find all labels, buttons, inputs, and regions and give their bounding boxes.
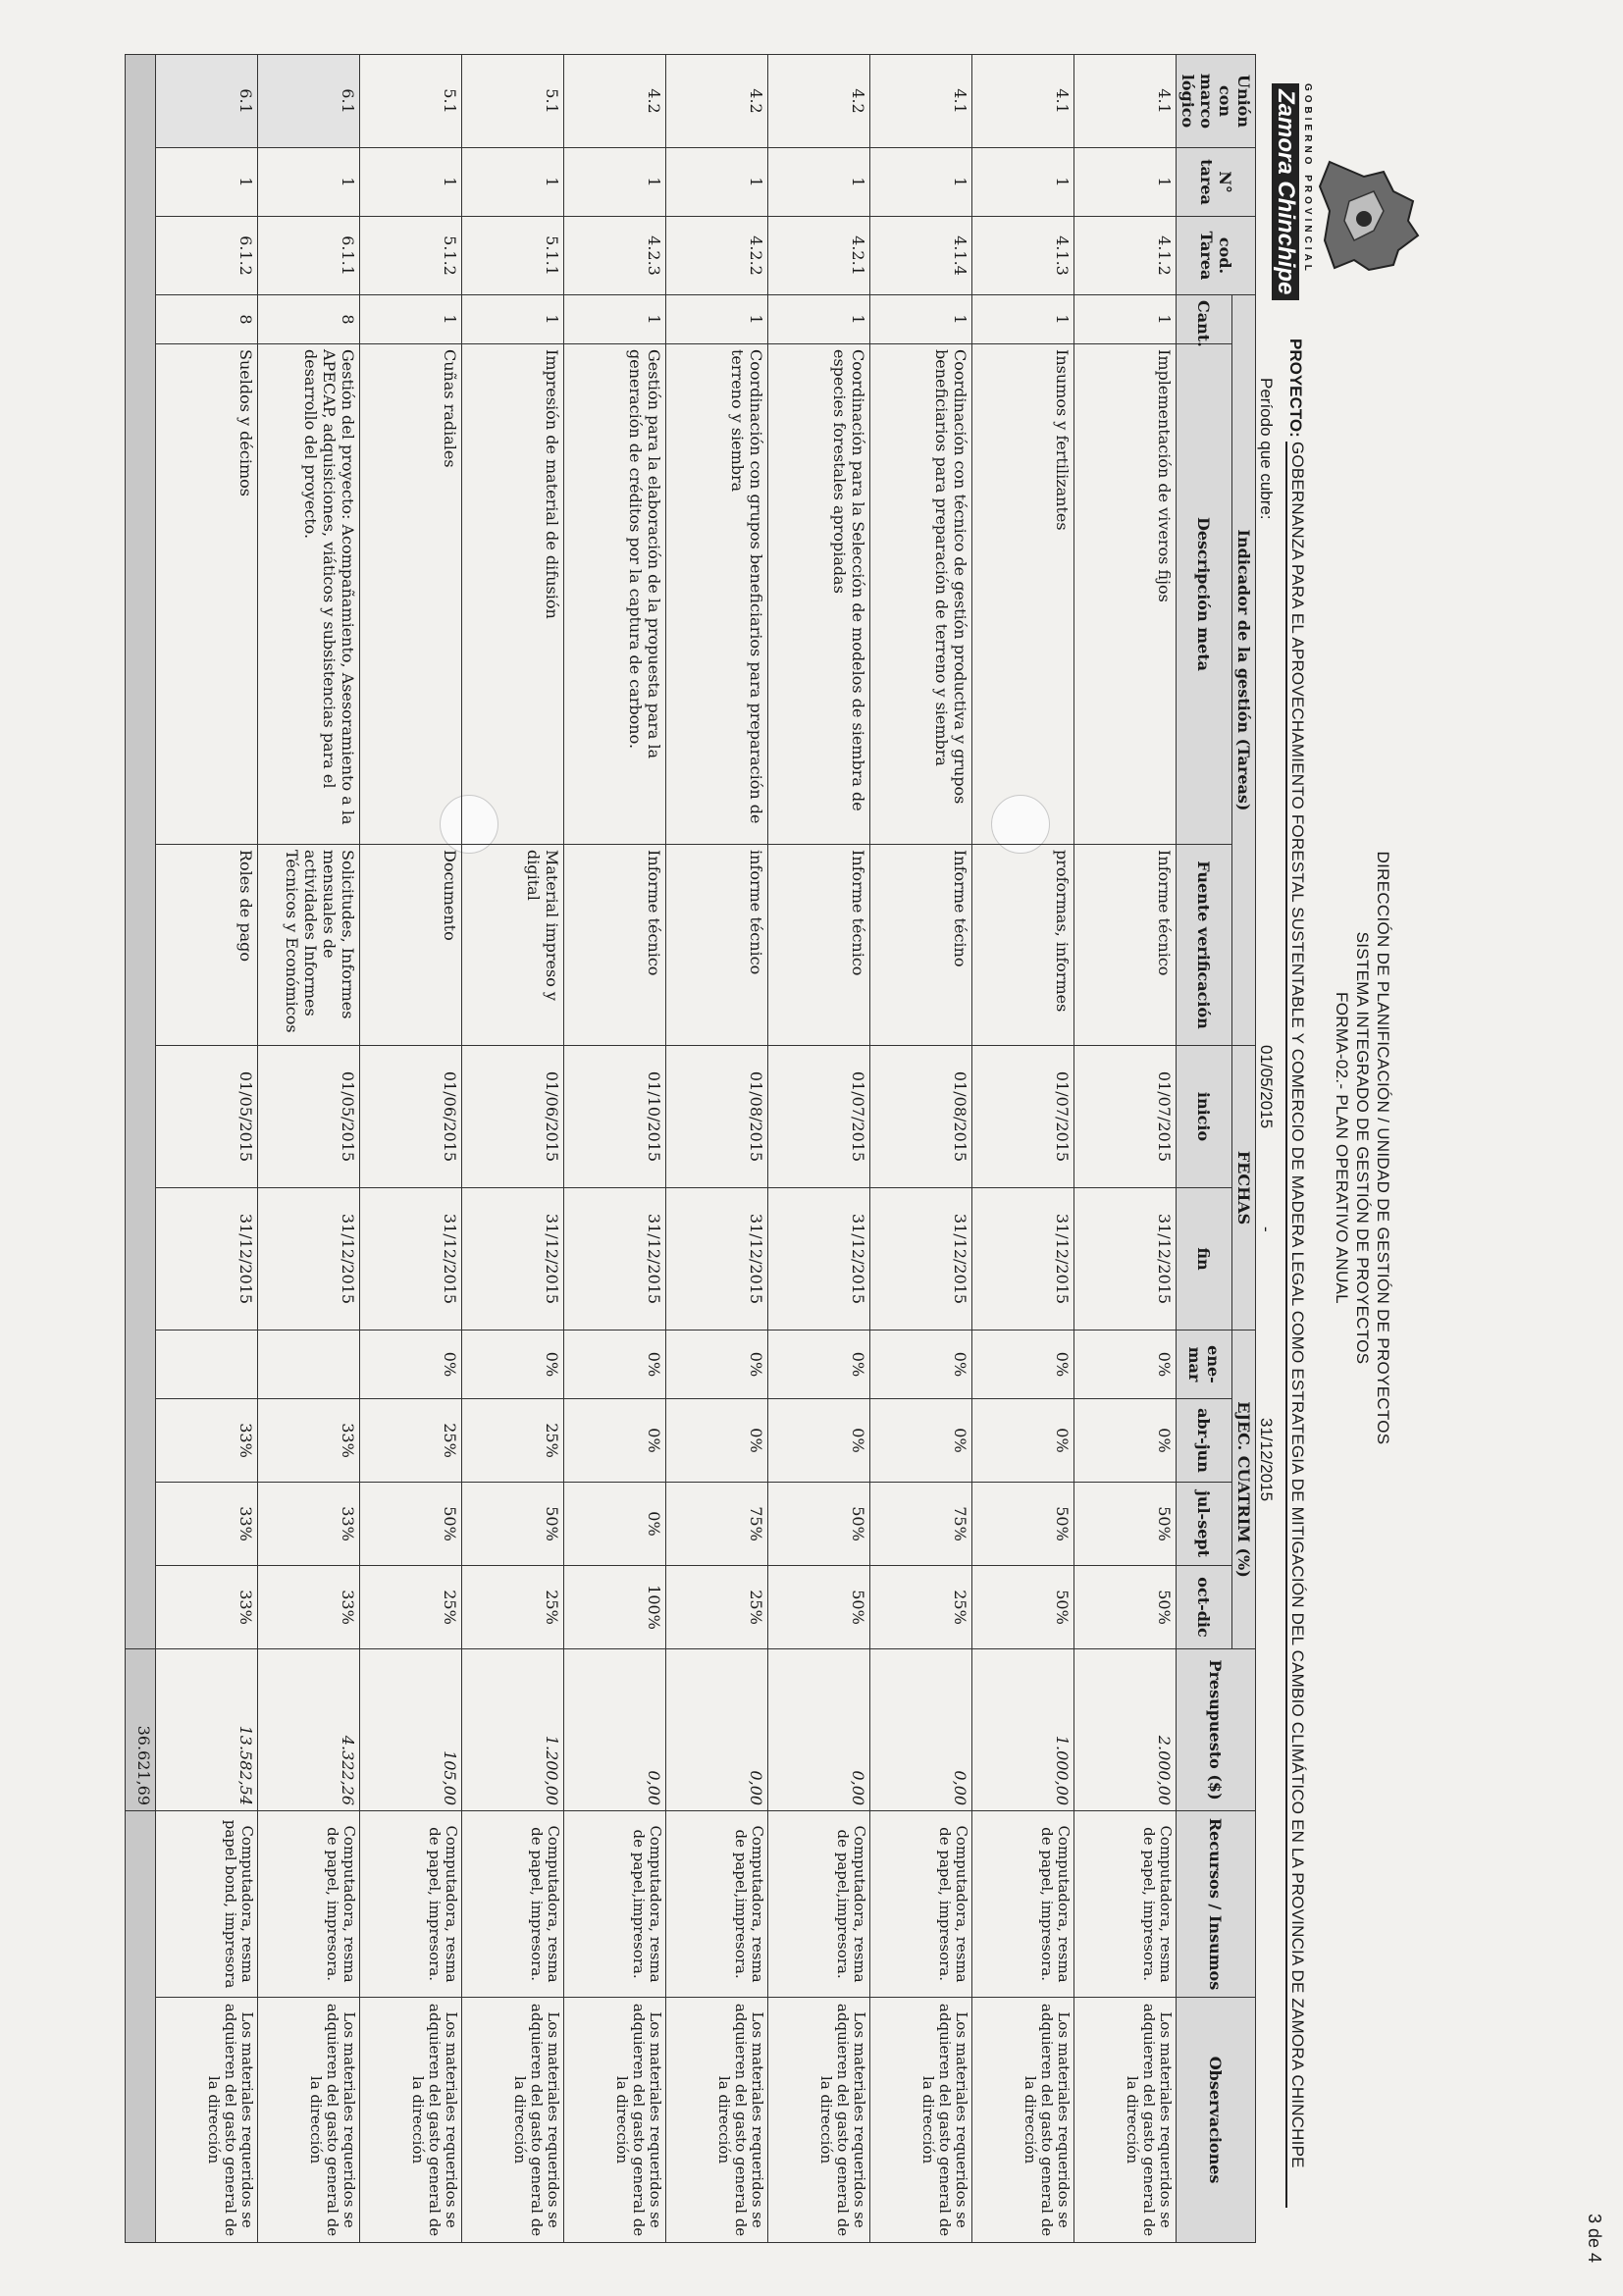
table-row [462,55,564,2243]
cell-cod: 4.2.3 [564,217,666,295]
cell-desc: Insumos y fertilizantes [972,344,1074,845]
cell-q4: 50% [768,1566,870,1649]
cell-cant: 1 [768,295,870,344]
cell-cant: 1 [666,295,768,344]
cell-q2: 33% [156,1399,258,1483]
cell-union: 5.1 [462,55,564,148]
document-titles [1332,54,1393,2242]
cell-presupuesto: 0,00 [564,1649,666,1811]
cell-recursos: Computadora, resma de papel, impresora. [360,1811,462,1998]
title-line-2: SISTEMA INTEGRADO DE GESTIÓN DE PROYECTOS [1353,931,1372,1365]
col-q4: oct-dic [1177,1566,1232,1649]
cell-q3: 50% [768,1483,870,1566]
col-num: N° tarea [1177,148,1256,217]
cell-q1: 0% [564,1331,666,1399]
cell-recursos: Computadora, resma de papel,impresora. [666,1811,768,1998]
table-body [156,55,1177,2243]
cell-num: 1 [258,148,360,217]
table-row [258,55,360,2243]
cell-recursos: Computadora, resma de papel,impresora. [768,1811,870,1998]
period-separator: - [1257,1226,1276,1232]
cell-q2: 0% [1074,1399,1177,1483]
cell-q2: 0% [768,1399,870,1483]
cell-q4: 33% [156,1566,258,1649]
cell-cod: 5.1.1 [462,217,564,295]
cell-q3: 50% [462,1483,564,1566]
cell-cant: 8 [258,295,360,344]
logo-province-name: Zamora Chinchipe [1272,83,1299,300]
cell-obs: Los materiales requeridos se adquieren del gasto general de la dirección [972,1998,1074,2243]
cell-fuente: Solicitudes, Informes mensuales de actividades Informes Técnicos y Económicos [258,845,360,1046]
cell-q3: 50% [360,1483,462,1566]
cell-fin: 31/12/2015 [1074,1188,1177,1331]
cell-cant: 1 [870,295,972,344]
cell-recursos: Computadora, resma de papel, impresora. [1074,1811,1177,1998]
cell-cod: 6.1.2 [156,217,258,295]
cell-fin: 31/12/2015 [360,1188,462,1331]
cell-cod: 4.1.3 [972,217,1074,295]
cell-num: 1 [1074,148,1177,217]
cell-q2: 0% [666,1399,768,1483]
table-row [972,55,1074,2243]
cell-recursos: Computadora, resma de papel, impresora. [258,1811,360,1998]
table-row [1074,55,1177,2243]
cell-q2: 25% [462,1399,564,1483]
cell-num: 1 [870,148,972,217]
period-start: 01/05/2015 [1257,1045,1276,1129]
cell-fuente: Material impreso y digital [462,845,564,1046]
cell-num: 1 [666,148,768,217]
table-row [870,55,972,2243]
cell-union: 4.2 [666,55,768,148]
cell-obs: Los materiales requeridos se adquieren del gasto general de la dirección [666,1998,768,2243]
cell-q3: 75% [870,1483,972,1566]
cell-fin: 31/12/2015 [156,1188,258,1331]
cell-q1: 0% [768,1331,870,1399]
col-union: Unión con marco lógico [1177,55,1256,148]
cell-desc: Coordinación con técnico de gestión productiva y grupos beneficiarios para preparación de terreno y siembra [870,344,972,845]
cell-cod: 6.1.1 [258,217,360,295]
cell-inicio: 01/05/2015 [258,1046,360,1188]
cell-obs: Los materiales requeridos se adquieren del gasto general de la dirección [258,1998,360,2243]
cell-obs: Los materiales requeridos se adquieren del gasto general de la dirección [156,1998,258,2243]
project-label: PROYECTO: [1286,339,1305,438]
col-q1: ene-mar [1177,1331,1232,1399]
cell-num: 1 [768,148,870,217]
cell-fin: 31/12/2015 [564,1188,666,1331]
cell-inicio: 01/07/2015 [768,1046,870,1188]
cell-num: 1 [564,148,666,217]
cell-q4: 50% [1074,1566,1177,1649]
cell-inicio: 01/08/2015 [870,1046,972,1188]
total-spacer [126,55,156,1649]
cell-desc: Gestión para la elaboración de la propuesta para la generación de créditos por la captura de carbono. [564,344,666,845]
logo-government-text: GOBIERNO PROVINCIAL [1302,83,1313,275]
table-row [360,55,462,2243]
cell-inicio: 01/06/2015 [462,1046,564,1188]
cell-presupuesto: 0,00 [768,1649,870,1811]
cell-fuente: informe técnico [666,845,768,1046]
cell-presupuesto: 1.200,00 [462,1649,564,1811]
cell-q2: 33% [258,1399,360,1483]
col-desc: Descripción meta [1177,344,1232,845]
cell-q4: 25% [666,1566,768,1649]
cell-fin: 31/12/2015 [870,1188,972,1331]
project-name: GOBERNANZA PARA EL APROVECHAMIENTO FORESTAL SUSTENTABLE Y COMERCIO DE MADERA LEGAL COMO ESTRATEGIA DE MITIGACIÓN DEL CAMBIO CLIMÁTICO EN LA PROVINCIA DE ZAMORA CHINCHIPE [1285,442,1307,2208]
cell-inicio: 01/05/2015 [156,1046,258,1188]
cell-fin: 31/12/2015 [666,1188,768,1331]
cell-fuente: proformas, informes [972,845,1074,1046]
cell-inicio: 01/06/2015 [360,1046,462,1188]
col-inicio: inicio [1177,1046,1232,1188]
cell-q4: 25% [360,1566,462,1649]
total-budget: 36.621,69 [126,1649,156,1811]
page-number: 3 de 4 [1585,2213,1604,2263]
period-label: Período que cubre: [1257,378,1276,520]
col-recursos: Recursos / Insumos [1177,1811,1256,1998]
cell-q4: 33% [258,1566,360,1649]
cell-obs: Los materiales requeridos se adquieren del gasto general de la dirección [768,1998,870,2243]
cell-presupuesto: 4.322,26 [258,1649,360,1811]
cell-desc: Gestión del proyecto: Acompañamiento, Asesoramiento a la APECAP, adquisiciones, viáticos y subsistencias para el desarrollo del proyecto. [258,344,360,845]
cell-presupuesto: 1.000,00 [972,1649,1074,1811]
cell-fuente: Informe técnico [564,845,666,1046]
cell-union: 5.1 [360,55,462,148]
cell-cod: 5.1.2 [360,217,462,295]
cell-num: 1 [462,148,564,217]
title-line-1: DIRECCIÓN DE PLANIFICACIÓN / UNIDAD DE GESTIÓN DE PROYECTOS [1374,851,1392,1445]
col-fechas: FECHAS [1232,1046,1256,1331]
cell-q2: 0% [972,1399,1074,1483]
col-cant: Cant. [1177,295,1232,344]
cell-cant: 1 [1074,295,1177,344]
cell-fuente: Roles de pago [156,845,258,1046]
title-line-3: FORMA-02.- PLAN OPERATIVO ANUAL [1333,992,1351,1304]
col-presupuesto: Presupuesto ($) [1177,1649,1256,1811]
cell-union: 6.1 [258,55,360,148]
cell-q1: 0% [1074,1331,1177,1399]
cell-q2: 0% [870,1399,972,1483]
operating-plan-table [125,54,1256,2243]
col-fuente: Fuente verificación [1177,845,1232,1046]
cell-recursos: Computadora, resma de papel, impresora. [870,1811,972,1998]
cell-obs: Los materiales requeridos se adquieren del gasto general de la dirección [360,1998,462,2243]
cell-q3: 33% [156,1483,258,1566]
cell-q4: 100% [564,1566,666,1649]
cell-q3: 50% [1074,1483,1177,1566]
cell-presupuesto: 0,00 [666,1649,768,1811]
cell-fuente: Informe técnico [1074,845,1177,1046]
cell-cod: 4.2.2 [666,217,768,295]
cell-desc: Cuñas radiales [360,344,462,845]
cell-q3: 0% [564,1483,666,1566]
cell-q3: 50% [972,1483,1074,1566]
cell-cod: 4.1.4 [870,217,972,295]
cell-desc: Coordinación para la Selección de modelos de siembra de especies forestales apropiadas [768,344,870,845]
cell-num: 1 [156,148,258,217]
table-header [1177,55,1256,2243]
col-ejec: EJEC. CUATRIM (%) [1232,1331,1256,1649]
cell-q1 [258,1331,360,1399]
cell-fuente: Informe técino [870,845,972,1046]
cell-q4: 25% [870,1566,972,1649]
cell-union: 4.1 [972,55,1074,148]
cell-fin: 31/12/2015 [768,1188,870,1331]
cell-fin: 31/12/2015 [462,1188,564,1331]
cell-presupuesto: 0,00 [870,1649,972,1811]
cell-inicio: 01/07/2015 [972,1046,1074,1188]
cell-recursos: Computadora, resma de papel, impresora. [462,1811,564,1998]
cell-q4: 25% [462,1566,564,1649]
cell-presupuesto: 105,00 [360,1649,462,1811]
cell-obs: Los materiales requeridos se adquieren del gasto general de la dirección [462,1998,564,2243]
col-observaciones: Observaciones [1177,1998,1256,2243]
col-cod: cod. Tarea [1177,217,1256,295]
cell-fuente: Informe técnico [768,845,870,1046]
cell-q1: 0% [462,1331,564,1399]
cell-obs: Los materiales requeridos se adquieren del gasto general de la dirección [870,1998,972,2243]
cell-num: 1 [360,148,462,217]
cell-union: 4.1 [870,55,972,148]
cell-q3: 75% [666,1483,768,1566]
cell-q2: 25% [360,1399,462,1483]
table-row [156,55,258,2243]
cell-cant: 8 [156,295,258,344]
cell-inicio: 01/10/2015 [564,1046,666,1188]
cell-union: 4.2 [768,55,870,148]
total-trailing [126,1811,156,2243]
period-end: 31/12/2015 [1257,1418,1276,1502]
cell-obs: Los materiales requeridos se adquieren del gasto general de la dirección [1074,1998,1177,2243]
cell-inicio: 01/07/2015 [1074,1046,1177,1188]
cell-q2: 0% [564,1399,666,1483]
table-row [666,55,768,2243]
cell-q1: 0% [666,1331,768,1399]
cell-fin: 31/12/2015 [258,1188,360,1331]
cell-inicio: 01/08/2015 [666,1046,768,1188]
cell-cod: 4.1.2 [1074,217,1177,295]
cell-cant: 1 [972,295,1074,344]
table-row [768,55,870,2243]
cell-num: 1 [972,148,1074,217]
cell-q1: 0% [870,1331,972,1399]
cell-q1: 0% [360,1331,462,1399]
cell-q4: 50% [972,1566,1074,1649]
cell-recursos: Computadora, resma papel bond, impresora [156,1811,258,1998]
cell-desc: Sueldos y décimos [156,344,258,845]
cell-union: 6.1 [156,55,258,148]
cell-union: 4.1 [1074,55,1177,148]
cell-desc: Coordinación con grupos beneficiarios para preparación de terreno y siembra [666,344,768,845]
col-fin: fin [1177,1188,1232,1331]
cell-obs: Los materiales requeridos se adquieren del gasto general de la dirección [564,1998,666,2243]
cell-q1 [156,1331,258,1399]
total-row [126,55,156,2243]
cell-fuente: Documento [360,845,462,1046]
cell-recursos: Computadora, resma de papel,impresora. [564,1811,666,1998]
cell-q3: 33% [258,1483,360,1566]
col-q2: abr-jun [1177,1399,1232,1483]
cell-cant: 1 [462,295,564,344]
cell-desc: Implementación de viveros fijos [1074,344,1177,845]
cell-desc: Impresión de material de difusión [462,344,564,845]
col-q3: jul-sept [1177,1483,1232,1566]
cell-fin: 31/12/2015 [972,1188,1074,1331]
cell-union: 4.2 [564,55,666,148]
col-indicador: Indicador de la gestión (Tareas) [1232,295,1256,1046]
rotated-sheet [39,44,1433,2252]
cell-cant: 1 [360,295,462,344]
cell-q1: 0% [972,1331,1074,1399]
cell-cant: 1 [564,295,666,344]
cell-presupuesto: 13.582,54 [156,1649,258,1811]
table-row [564,55,666,2243]
cell-cod: 4.2.1 [768,217,870,295]
cell-presupuesto: 2.000,00 [1074,1649,1177,1811]
cell-recursos: Computadora, resma de papel, impresora. [972,1811,1074,1998]
